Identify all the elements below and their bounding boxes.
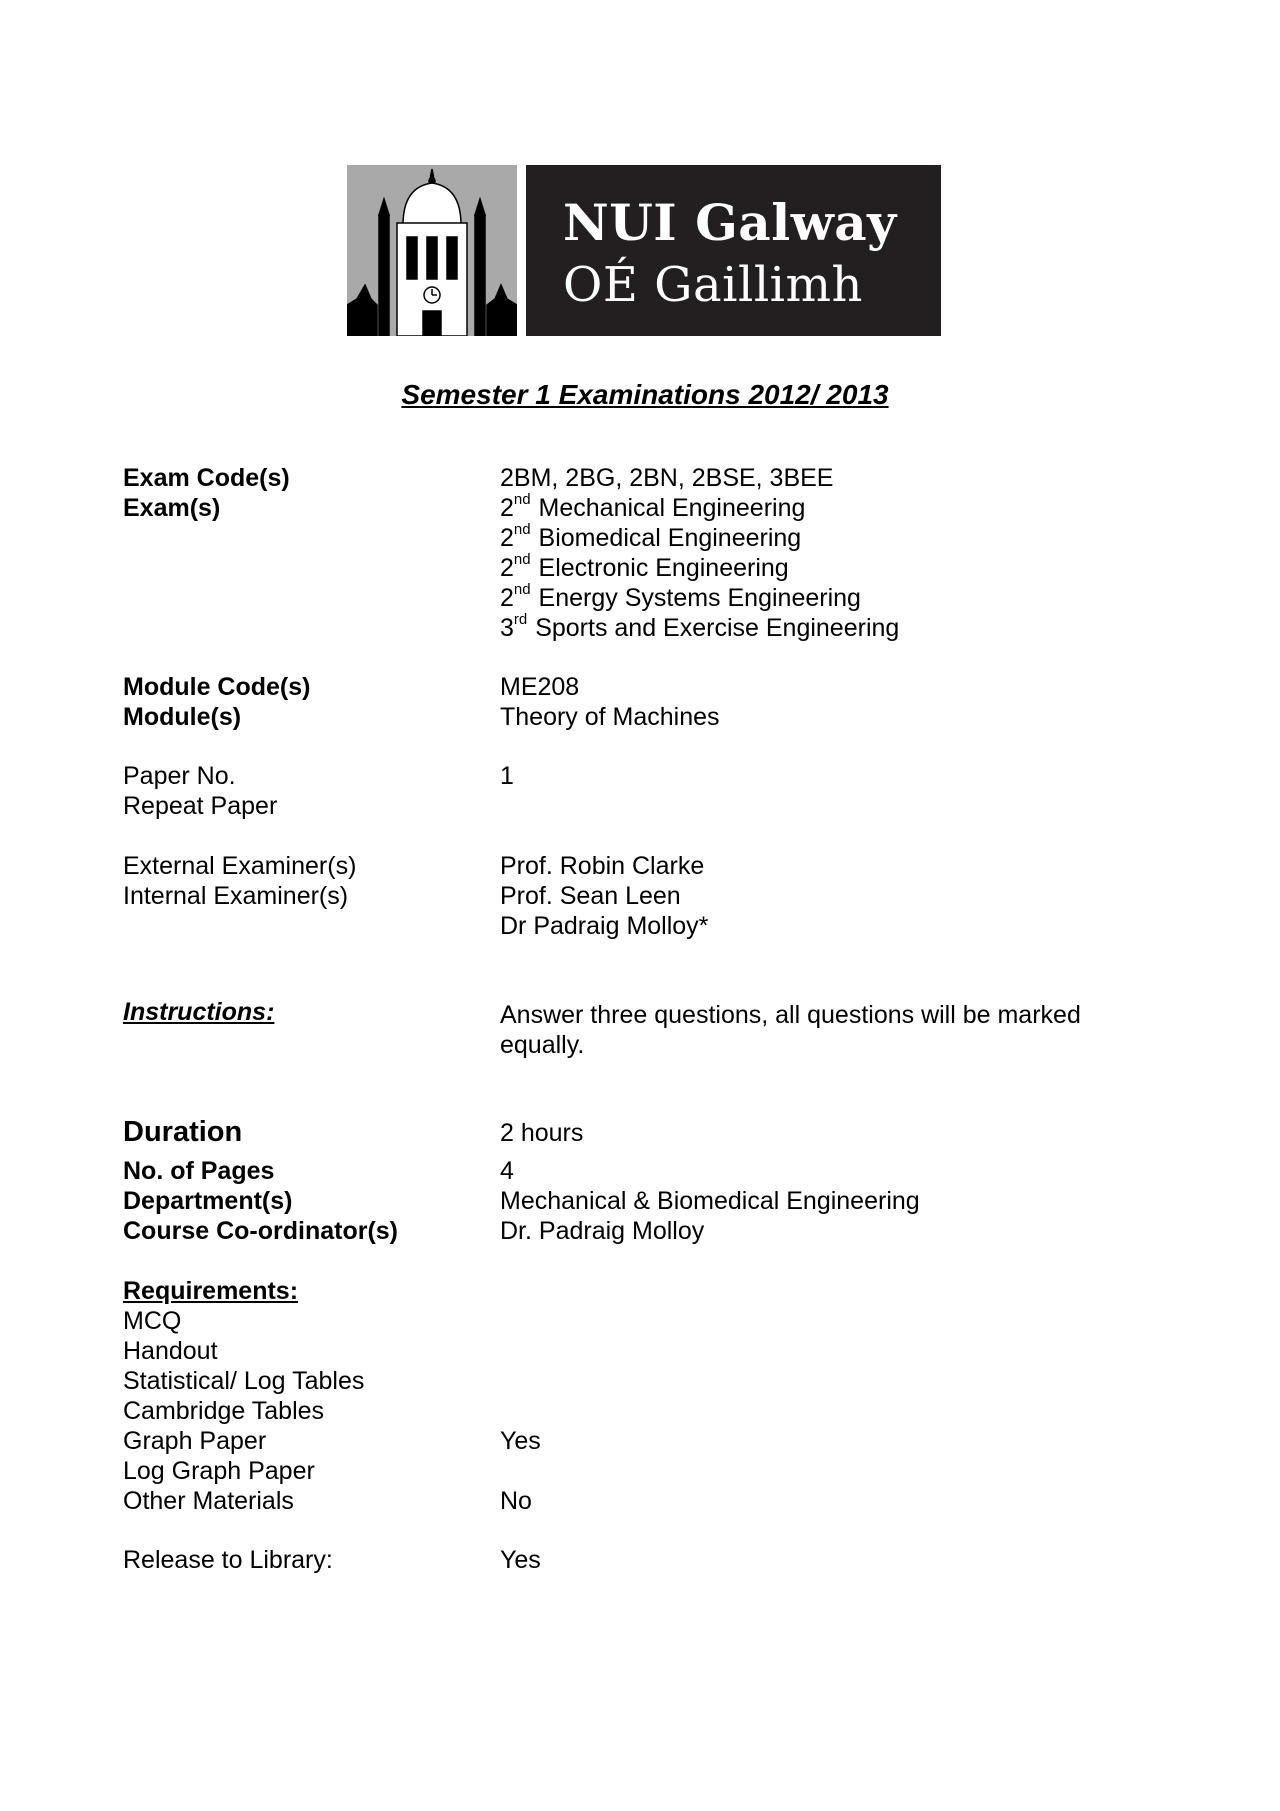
internal-examiner-label: Internal Examiner(s) (123, 882, 349, 910)
paper-no-value: 1 (500, 762, 514, 790)
department-label: Department(s) (123, 1187, 293, 1215)
internal-examiner-value: Dr Padraig Molloy* (500, 912, 709, 940)
internal-examiner-value: Prof. Sean Leen (500, 882, 681, 910)
instructions-line: equally. (500, 1031, 585, 1059)
exam-item: 2nd Mechanical Engineering (500, 491, 806, 522)
exam-item: 2nd Electronic Engineering (500, 551, 789, 582)
instructions-label: Instructions: (123, 998, 275, 1026)
pages-label: No. of Pages (123, 1157, 275, 1185)
coordinator-label: Course Co-ordinator(s) (123, 1217, 398, 1245)
requirements-heading: Requirements: (123, 1277, 299, 1305)
release-label: Release to Library: (123, 1546, 333, 1574)
requirement-other-materials-value: No (500, 1487, 532, 1515)
logo-line-irish: OÉ Gaillimh (563, 257, 863, 313)
requirement-log-graph-paper-label: Log Graph Paper (123, 1457, 315, 1485)
exam-item: 3rd Sports and Exercise Engineering (500, 611, 900, 642)
repeat-paper-label: Repeat Paper (123, 792, 278, 820)
duration-label: Duration (123, 1116, 243, 1148)
duration-value: 2 hours (500, 1119, 584, 1147)
requirement-handout-label: Handout (123, 1337, 218, 1365)
requirement-other-materials-label: Other Materials (123, 1487, 294, 1515)
requirement-graph-paper-value: Yes (500, 1427, 541, 1455)
exam-item: 2nd Energy Systems Engineering (500, 581, 861, 612)
coordinator-value: Dr. Padraig Molloy (500, 1217, 705, 1245)
requirement-cambridge-tables-label: Cambridge Tables (123, 1397, 325, 1425)
logo-wordmark (526, 165, 941, 336)
exam-item: 2nd Biomedical Engineering (500, 521, 802, 552)
logo-line-english: NUI Galway (563, 193, 897, 252)
requirement-stat-tables-label: Statistical/ Log Tables (123, 1367, 365, 1395)
instructions-line: Answer three questions, all questions will be marked (500, 1001, 1081, 1029)
exam-code-label: Exam Code(s) (123, 464, 290, 492)
exam-code-value: 2BM, 2BG, 2BN, 2BSE, 3BEE (500, 464, 834, 492)
module-value: Theory of Machines (500, 703, 720, 731)
paper-no-label: Paper No. (123, 762, 236, 790)
module-code-label: Module Code(s) (123, 673, 311, 701)
university-logo (347, 165, 941, 336)
requirement-graph-paper-label: Graph Paper (123, 1427, 267, 1455)
pages-value: 4 (500, 1157, 514, 1185)
page-title: Semester 1 Examinations 2012/ 2013 (401, 379, 889, 410)
module-code-value: ME208 (500, 673, 580, 701)
exams-label: Exam(s) (123, 494, 221, 522)
external-examiner-label: External Examiner(s) (123, 852, 357, 880)
requirement-mcq-label: MCQ (123, 1307, 182, 1335)
tower-emblem-icon (347, 165, 517, 336)
module-label: Module(s) (123, 703, 242, 731)
external-examiner-value: Prof. Robin Clarke (500, 852, 705, 880)
release-value: Yes (500, 1546, 541, 1574)
department-value: Mechanical & Biomedical Engineering (500, 1187, 920, 1215)
